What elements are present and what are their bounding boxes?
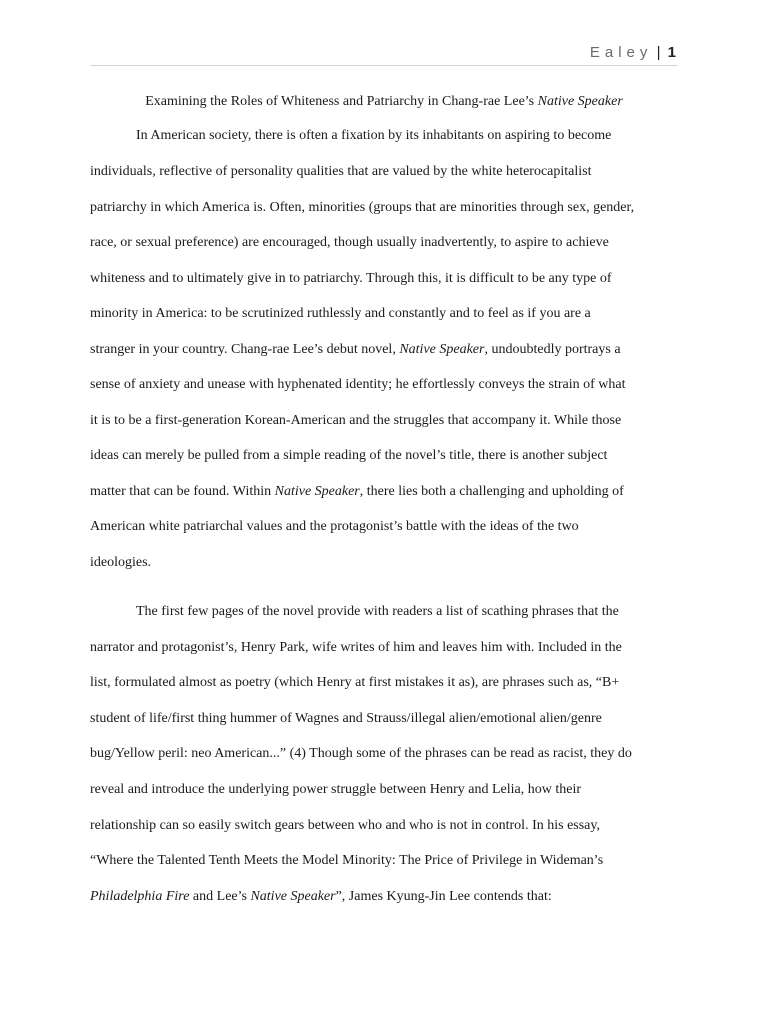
p1-line-4: race, or sexual preference) are encouraged, though usually inadvertently, to aspire to achieve bbox=[90, 235, 609, 250]
p1-line-2: individuals, reflective of personality qualities that are valued by the white heterocapitalist bbox=[90, 164, 592, 179]
header-rule bbox=[90, 65, 678, 66]
p1-line-8: sense of anxiety and unease with hyphenated identity; he effortlessly conveys the strain of what bbox=[90, 377, 626, 392]
p2-line-4: student of life/first thing hummer of Wagnes and Strauss/illegal alien/emotional alien/genre bbox=[90, 711, 602, 726]
p2-line-2: narrator and protagonist’s, Henry Park, wife writes of him and leaves him with. Included in the bbox=[90, 640, 622, 655]
header-separator: | bbox=[656, 44, 661, 61]
p2-line-1: The first few pages of the novel provide with readers a list of scathing phrases that the bbox=[136, 604, 619, 619]
essay-title-italic: Native Speaker bbox=[537, 94, 623, 109]
essay-title-text: Examining the Roles of Whiteness and Patriarchy in Chang-rae Lee’s bbox=[145, 94, 538, 109]
p1-line-11-italic: Native Speaker bbox=[274, 484, 360, 499]
p1-line-7-a: stranger in your country. Chang-rae Lee’s debut novel, bbox=[90, 342, 400, 357]
p1-line-7 bbox=[90, 341, 621, 359]
p1-line-6: minority in America: to be scrutinized ruthlessly and constantly and to feel as if you are a bbox=[90, 306, 591, 321]
p1-line-13: ideologies. bbox=[90, 555, 152, 570]
p1-line-7-italic: Native Speaker bbox=[399, 342, 485, 357]
p2-line-3: list, formulated almost as poetry (which Henry at first mistakes it as), are phrases such as, “B+ bbox=[90, 675, 620, 690]
p2-line-9-italic-a: Philadelphia Fire bbox=[90, 889, 190, 904]
p1-line-10: ideas can merely be pulled from a simple reading of the novel’s title, there is another subject bbox=[90, 448, 608, 463]
p1-line-3: patriarchy in which America is. Often, minorities (groups that are minorities through sex, gender, bbox=[90, 200, 635, 215]
p1-line-5: whiteness and to ultimately give in to patriarchy. Through this, it is difficult to be any type of bbox=[90, 271, 612, 286]
p1-line-7-c: , undoubtedly portrays a bbox=[484, 342, 621, 357]
essay-title bbox=[0, 93, 768, 111]
p1-line-12: American white patriarchal values and the protagonist’s battle with the ideas of the two bbox=[90, 519, 579, 534]
p1-line-9: it is to be a first-generation Korean-American and the struggles that accompany it. While those bbox=[90, 413, 622, 428]
p2-line-8: “Where the Talented Tenth Meets the Model Minority: The Price of Privilege in Wideman’s bbox=[90, 853, 604, 868]
p1-line-11 bbox=[90, 483, 624, 501]
p2-line-5: bug/Yellow peril: neo American...” (4) Though some of the phrases can be read as racist, they do bbox=[90, 746, 632, 761]
p2-line-9-italic-c: Native Speaker bbox=[250, 889, 336, 904]
p1-line-11-c: , there lies both a challenging and upholding of bbox=[359, 484, 624, 499]
p1-line-1: In American society, there is often a fixation by its inhabitants on aspiring to become bbox=[136, 128, 612, 143]
p1-line-11-a: matter that can be found. Within bbox=[90, 484, 275, 499]
p2-line-9-d: ”, James Kyung-Jin Lee contends that: bbox=[335, 889, 552, 904]
p2-line-6: reveal and introduce the underlying power struggle between Henry and Lelia, how their bbox=[90, 782, 581, 797]
p2-line-9 bbox=[90, 888, 552, 906]
page-header bbox=[590, 44, 676, 61]
p2-line-7: relationship can so easily switch gears between who and who is not in control. In his essay, bbox=[90, 818, 600, 833]
header-author: Ealey bbox=[589, 44, 653, 61]
page-number: 1 bbox=[667, 44, 676, 61]
p2-line-9-b: and Lee’s bbox=[189, 889, 251, 904]
